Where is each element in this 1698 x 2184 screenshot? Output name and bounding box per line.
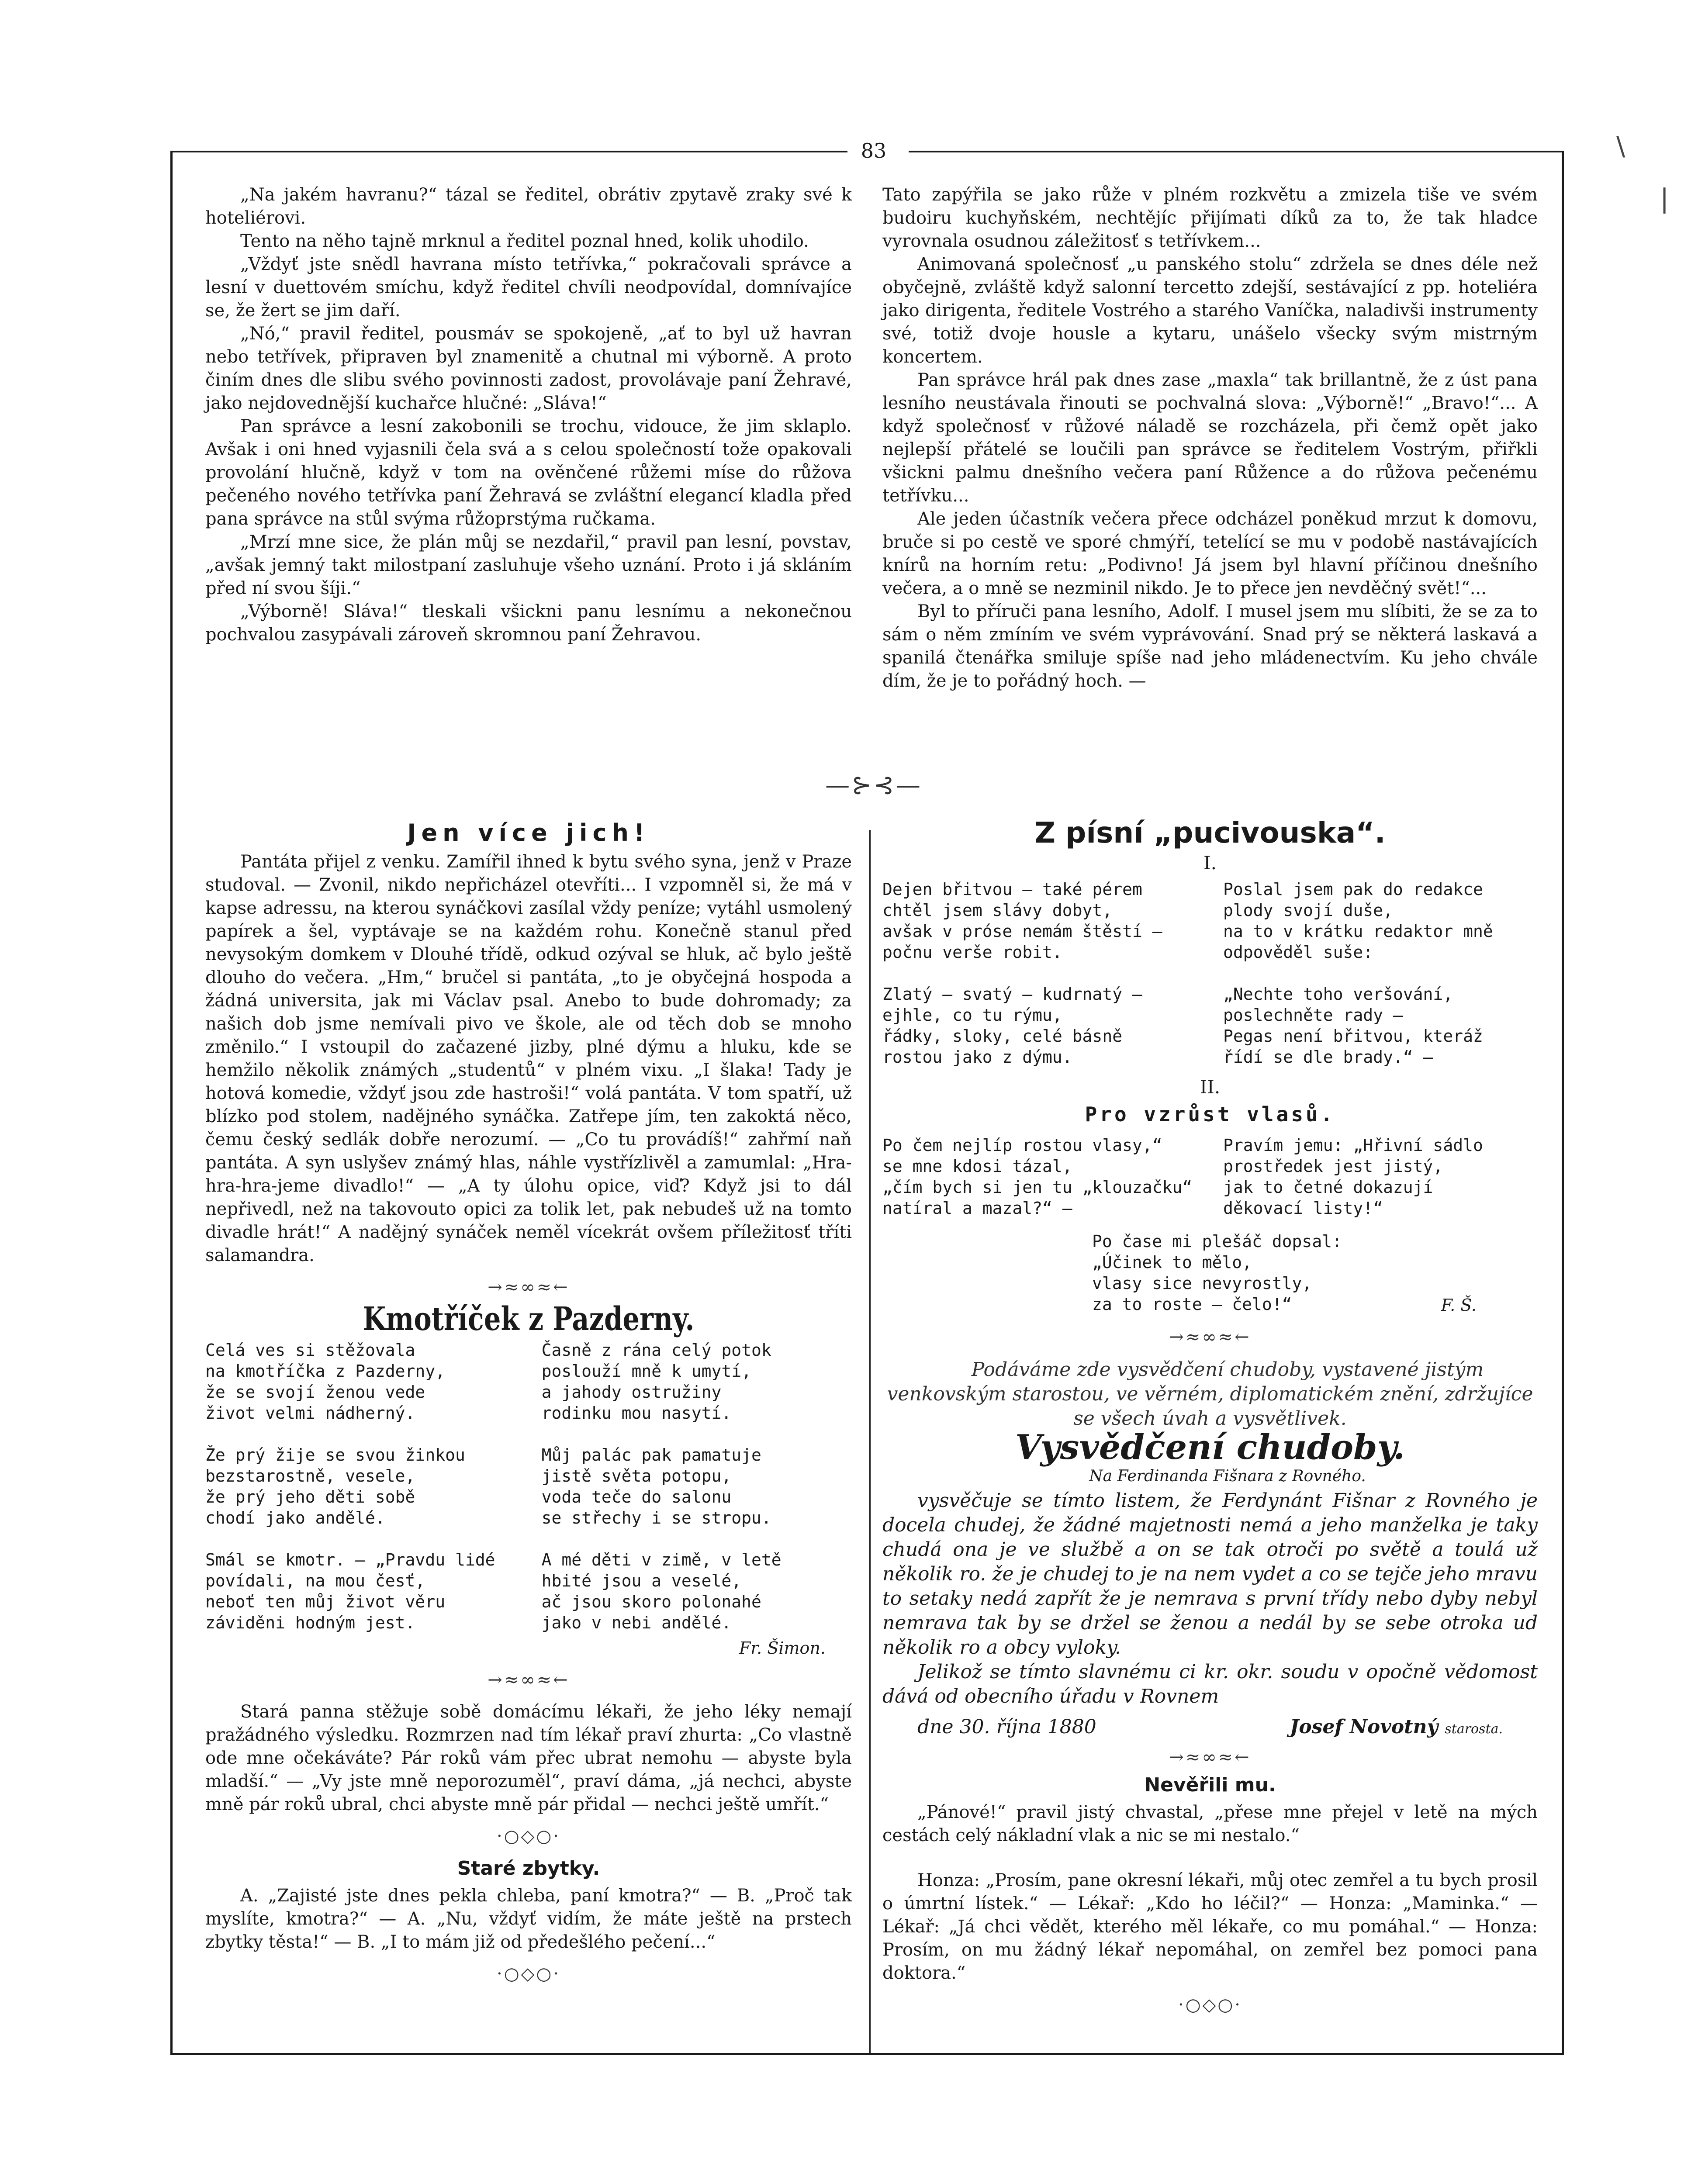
scan-mark: \	[1616, 131, 1625, 162]
stanza: Po čem nejlíp rostou vlasy,“ se mne kdosi tázal, „čím bych si jen tu „klouzačku“ natíral a mazal?“ —	[882, 1136, 1193, 1218]
stanza: Poslal jsem pak do redakce plody svojí duše, na to v krátku redaktor mně odpověděl suše:	[1223, 880, 1493, 962]
subtitle-pro-vzrust-vlasu: Pro vzrůst vlasů.	[1085, 1102, 1335, 1126]
paragraph: Byl to příruči pana lesního, Adolf. I musel jsem mu slíbiti, že se za to sám o něm zmíním ve svém vyprávování. Snad prý se některá laskavá a spanilá čtenářka smiluje spíše nad jeho mládenectvím. Ku jeho chvále dím, že je to pořádný hoch. —	[882, 601, 1538, 691]
paragraph: Pantáta přijel z venku. Zamířil ihned k bytu svého syna, jenž v Praze studoval. — Zvonil, nikdo nepřicházel otevříti... I vzpomněl si, že má v kapse adressu, na kterou synáčkovi zasílal vždy peníze; vytáhl usmolený papírek a šel, vyptávaje se na každém rohu. Konečně stanul před nevysokým domkem v Dlouhé třídě, odkud ozýval se hluk, ač bylo ještě dlouho do večera. „Hm,“ bručel si pantáta, „to je obyčejná hospoda a žádná universita, jak mi Václav psal. Anebo to bude dohromady; za našich dob jsme nemívali pivo ve škole, ale od těch dob se mnoho změnilo.“ I vstoupil do začazené jizby, plné dýmu a hluku, kde se hemžilo několik známých „studentů“ v plném vixu. „I šlaka! Tady je hotová komedie, vždyť jsou zde hastroši!“ volá pantáta. V tom spatří, už blízko pod stolem, nadějného synáčka. Zatřepe jím, ten zakoktá něco, čemu český sedlák dobře nerozumí. — „Co tu provádíš!“ zahřmí naň pantáta. A syn uslyšev známý hlas, náhle vystřízlivěl a zamumlal: „Hra-hra-hra-jeme divadlo!“ — „A ty úlohu opice, viď? Když jsi to dál nepřivedl, než na takovouto opici za tolik let, pak nebudeš už na tomto divadle hrát!“ A nadějný synáček neměl vícekrát ovšem příležitosť tříti salamandra.	[205, 852, 852, 1265]
poem-column-right	[542, 1340, 852, 1654]
stanza: „Nechte toho veršování, poslechněte rady — Pegas není břitvou, kteráž řídí se dle brady.“ —	[1223, 985, 1483, 1067]
poem-column-left	[205, 1340, 515, 1654]
mayor-name: Josef Novotný	[1290, 1716, 1439, 1738]
certificate-mayor	[1290, 1715, 1503, 1742]
poem-column-left	[882, 879, 1197, 1089]
frame-right	[1562, 151, 1564, 2055]
ornament: →≈∞≈←	[488, 1277, 570, 1297]
ornament: →≈∞≈←	[1169, 1327, 1251, 1347]
paragraph: Animovaná společnosť „u panského stolu“ zdržela se dnes déle než obyčejně, zvláště když salonní tercetto zdejší, sestávající z pp. hoteliéra jako dirigenta, ředitele Vostrého a starého Vaníčka, naladivši instrumenty své, totiž dvoje housle a kytaru, unášelo všecky svým mistrným koncertem.	[882, 254, 1538, 367]
certificate-closing: Jelikož se tímto slavnému ci kr. okr. soudu v opočně vědomost dává od obecního úřadu v Rovnem	[882, 1661, 1538, 1707]
paragraph: Tento na něho tajně mrknul a ředitel poznal hned, kolik uhodilo.	[240, 231, 809, 251]
certificate	[882, 1358, 1538, 1742]
certificate-title: Vysvědčení chudoby.	[1015, 1427, 1405, 1467]
poem-kmotricek	[205, 1340, 852, 1654]
stanza: Zlatý — svatý — kudrnatý — ejhle, co tu rýmu, řádky, sloky, celé básně rostou jako z dýmu.	[882, 985, 1142, 1067]
ornament: ·○◇○·	[497, 1964, 560, 1984]
ornament: →≈∞≈←	[1169, 1747, 1251, 1767]
certificate-body: vysvěčuje se tímto listem, že Ferdynánt Fišnar z Rovného je docela chudej, že žádné majetnosti nemá a jeho manželka je taky chudá ona je ve službě a on se tak otroči po světě a toulá už několik ro. že je chudej to je na nem vydet a co se tejče jeho mravu to setaky nedá zapřít že je nemrava s první třídy nebo dyby nebyl nemrava tak by se držel se ženou a nedál by se sebe otroka ud několik ro a obcy vyloky.	[882, 1489, 1538, 1659]
header-rule-right	[909, 151, 1564, 152]
stanza: Celá ves si stěžovala na kmotříčka z Pazderny, že se svojí ženou vede život velmi nádherný.	[205, 1341, 446, 1423]
title-neverili-mu: Nevěřili mu.	[1144, 1774, 1276, 1796]
dialog-stare-zbytky: A. „Zajisté jste dnes pekla chleba, paní kmotra?“ — B. „Proč tak myslíte, kmotra?“ — A. „Nu, vždyť vidím, že máte ještě na prstech zbytky těsta!“ — B. „I to mám již od předešlého pečení...“	[205, 1886, 852, 1952]
mayor-title: starosta.	[1445, 1721, 1503, 1737]
poem-column-left	[882, 1135, 1197, 1240]
poem-signature: Fr. Šimon.	[739, 1638, 826, 1658]
article-continuation-right	[882, 183, 1538, 693]
title-jen-vice-jich: Jen více jich!	[407, 819, 650, 847]
paragraph: Pan správce hrál pak dnes zase „maxla“ tak brillantně, že z úst pana lesního neustávala řinouti se pochvalná slova: „Výborně!“ „Bravo!“... A když společnosť v růžové náladě se rozcházela, při čemž opět jako nejlepší přátelé se loučili pan správce se ředitelem Vostrým, přiřkli všickni palmu dnešního večera paní Růžence a do růžova pečenému tetřívku...	[882, 370, 1538, 506]
frame-left	[170, 151, 173, 2055]
ornament: →≈∞≈←	[488, 1670, 570, 1690]
part-number: II.	[1200, 1076, 1221, 1098]
stanza: Dejen břitvou — také pérem chtěl jsem slávy dobyt, avšak v próse nemám štěstí — počnu verše robit.	[882, 880, 1162, 962]
stanza: Můj palác pak pamatuje jistě světa potopu, voda teče do salonu se střechy i se stropu.	[541, 1445, 771, 1527]
anecdote-stara-panna: Stará panna stěžuje sobě domácímu lékaři, že jeho léky nemají pražádného výsledku. Rozmrzen nad tím lékař praví zhurta: „Co vlastně ode mne očekáváte? Pár roků vám přec ubrat nemohu — abyste byla mladší.“ — „Vy jste mně neporozuměl“, praví dáma, „já nechci, abyste mně pár roků ubral, chci abyste mně pár přidal — nechci ještě umřít.“	[205, 1702, 852, 1814]
stanza: Pravím jemu: „Hřivní sádlo prostředek jest jistý, jak to četné dokazují děkovací listy!“	[1223, 1136, 1483, 1218]
part-number: I.	[1203, 852, 1217, 874]
stanza-final: Po čase mi plešáč dopsal: „Účinek to mělo, vlasy sice nevyrostly, za to roste — čelo!“	[1092, 1232, 1342, 1314]
title-stare-zbytky: Staré zbytky.	[457, 1857, 600, 1880]
right-lower-column	[882, 816, 1538, 2025]
ornament: ·○◇○·	[1178, 1995, 1242, 2015]
title-pucivousek: Z písní „pucivouska“.	[1034, 816, 1386, 850]
paragraph: „Výborně! Sláva!“ tleskali všickni panu lesnímu a nekonečnou pochvalou zasypávali zároveň skromnou paní Žehravou.	[205, 601, 852, 645]
stanza: Smál se kmotr. — „Pravdu lidé povídali, na mou česť, neboť ten můj život věru záviděni hodným jest.	[205, 1550, 495, 1632]
paragraph: „Nó,“ pravil ředitel, pousmáv se spokojeně, „ať to byl už havran nebo tetřívek, připraven byl znamenitě a chutnal mi výborně. A proto činím dnes dle slibu svého povinnosti zadost, provolávaje paní Žehravé, jako nejdovednější kuchařce hlučné: „Sláva!“	[205, 324, 852, 413]
certificate-date: dne 30. října 1880	[917, 1716, 1096, 1738]
column-divider	[869, 830, 871, 2053]
anecdote-neverili: „Pánové!“ pravil jistý chvastal, „přese mne přejel v letě na mých cestách celý nákladní vlak a nic se mi nestalo.“	[882, 1802, 1538, 1845]
ornament: ·○◇○·	[497, 1826, 560, 1846]
page-number: 83	[861, 139, 887, 162]
paragraph: Tato zapýřila se jako růže v plném rozkvětu a zmizela tiše ve svém budoiru kuchyňském, nechtějíc přijímati díků za to, že tak hladce vyrovnala osudnou záležitosť s tetřívkem...	[882, 185, 1538, 251]
paragraph: „Mrzí mne sice, že plán můj se nezdařil,“ pravil pan lesní, povstav, „avšak jemný takt milostpaní zasluhuje všeho uznání. Proto i já skláním před ní svou šíji.“	[205, 532, 852, 598]
section-ornament: —⊱⊰—	[825, 771, 922, 799]
poem-column-right	[1223, 1135, 1538, 1240]
certificate-date-line	[917, 1715, 1503, 1742]
poem-column-right	[1223, 879, 1538, 1089]
paragraph: „Na jakém havranu?“ tázal se ředitel, obrátiv zpytavě zraky své k hoteliérovi.	[205, 185, 852, 228]
stanza: Že prý žije se svou žinkou bezstarostně, vesele, že prý jeho děti sobě chodí jako andělé.	[205, 1445, 465, 1527]
article-continuation-left	[205, 183, 852, 646]
poem-signature: F. Š.	[1441, 1296, 1477, 1315]
scan-mark: |	[1660, 183, 1669, 214]
title-kmotricek: Kmotříček z Pazderny.	[363, 1300, 695, 1338]
paragraph: Pan správce a lesní zakobonili se trochu, vidouce, že jim sklaplo. Avšak i oni hned vyjasnili čela svá a s celou společností tože opakovali provolání hlučně, když v tom na ověnčené růžemi míse do růžova pečeného nového tetřívka paní Žehravá se zvláštní elegancí kladla před pana správce na stůl svýma růžoprstýma ručkama.	[205, 416, 852, 529]
poem-pucivousek-1	[882, 879, 1538, 1089]
paragraph: „Vždyť jste snědl havrana místo tetřívka,“ pokračovali správce a lesní v duettovém smíchu, když ředitel chvíli neodpovídal, domnívajíce se, že žert se jim daří.	[205, 254, 852, 321]
header-rule-left	[170, 151, 847, 152]
frame-bottom	[170, 2053, 1564, 2055]
certificate-addressee: Na Ferdinanda Fišnara z Rovného.	[1089, 1467, 1366, 1485]
stanza: Časně z rána celý potok poslouží mně k umytí, a jahody ostružiny rodinku mou nasytí.	[541, 1341, 771, 1423]
left-lower-column	[205, 821, 852, 1994]
stanza: A mé děti v zimě, v letě hbité jsou a veselé, ač jsou skoro polonahé jako v nebi andělé.	[541, 1550, 782, 1632]
dialog-honza: Honza: „Prosím, pane okresní lékaři, můj otec zemřel a tu bych prosil o úmrtní lístek.“ — Lékař: „Kdo ho léčil?“ — Honza: „Maminka.“ — Lékař: „Já chci vědět, kterého měl lékaře, co mu pomáhal.“ — Honza: Prosím, on mu žádný lékař nepomáhal, on zemřel bez pomoci pana doktora.“	[882, 1870, 1538, 1983]
paragraph: Ale jeden účastník večera přece odcházel poněkud mrzut k domovu, bruče si po cestě ve sporé chmýří, tetelící se mu v podobě nastávajících knírů na horním retu: „Podivno! Já jsem byl hlavní příčinou dnešního večera, a o mně se nezminil nikdo. Je to přece jen nevděčný svět!“...	[882, 509, 1538, 598]
certificate-intro: Podáváme zde vysvědčení chudoby, vystavené jistým venkovským starostou, ve věrném, diplomatickém znění, zdržujíce se všech úvah a vysvětlivek.	[887, 1358, 1533, 1430]
poem-pucivousek-2	[882, 1135, 1538, 1240]
